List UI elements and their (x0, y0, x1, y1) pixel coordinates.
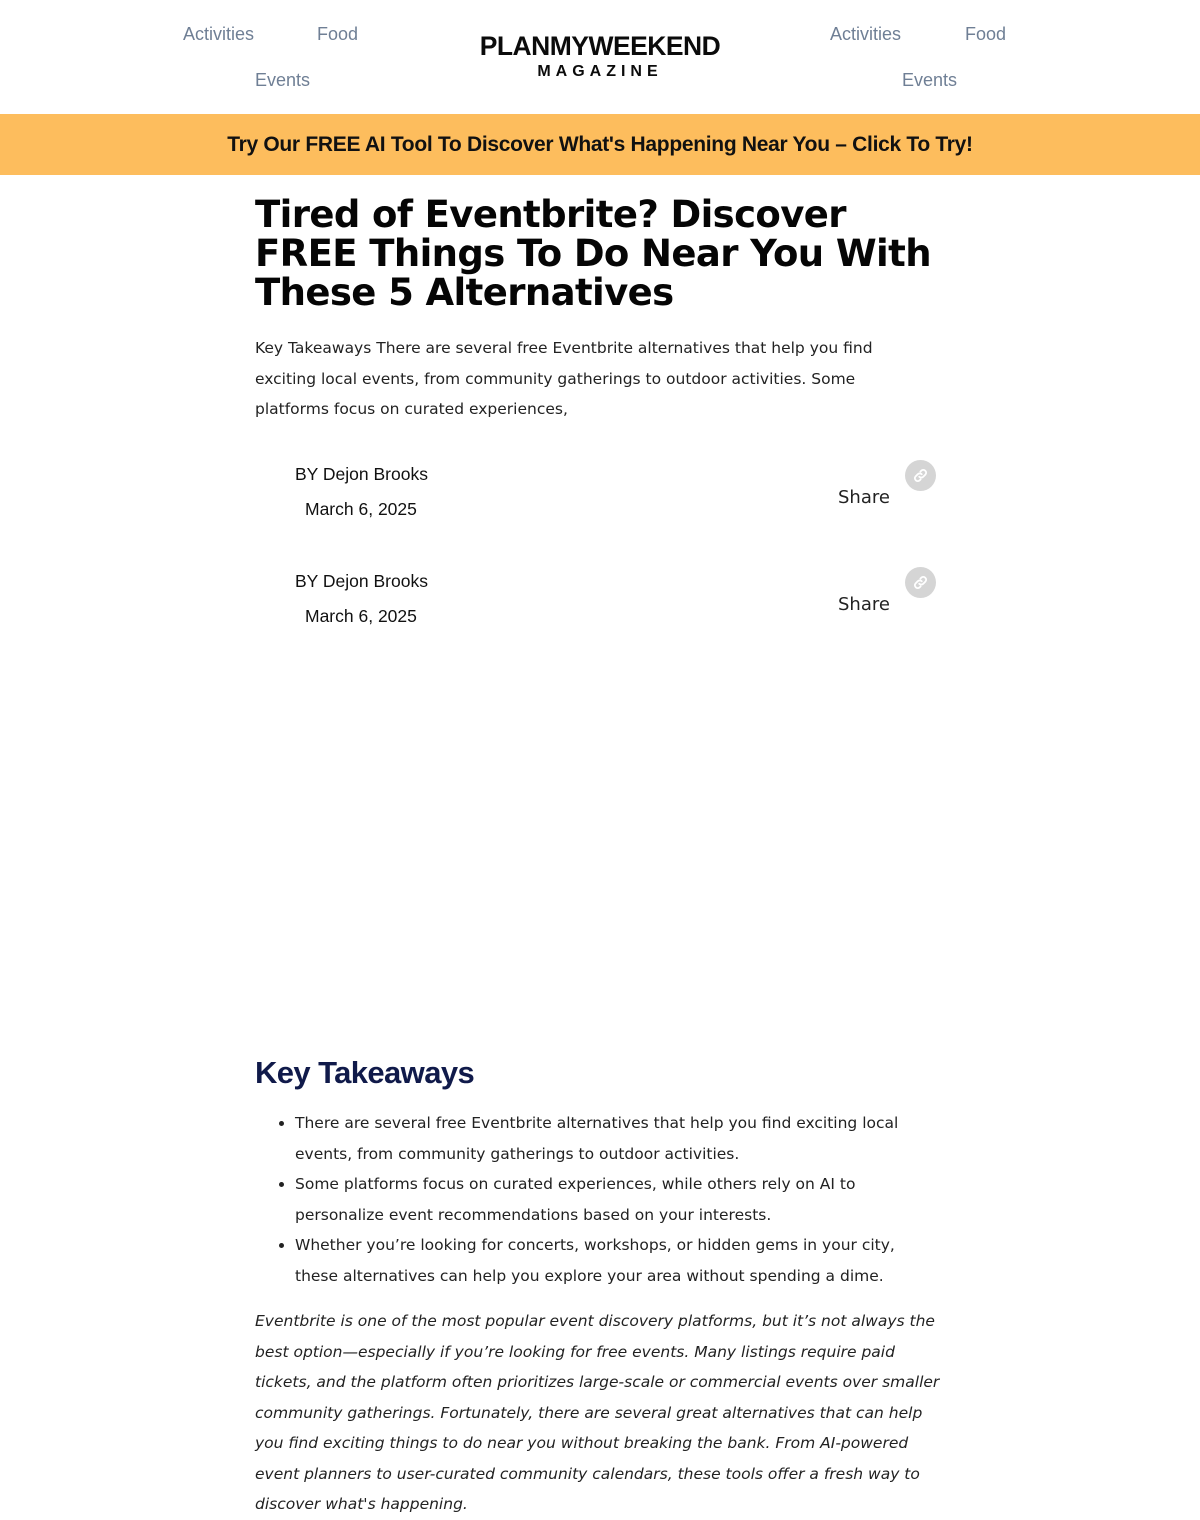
promo-banner[interactable] (0, 114, 1200, 175)
article-title: Tired of Eventbrite? Discover FREE Things To Do Near You With These 5 Alternatives (255, 193, 931, 314)
link-icon[interactable] (905, 460, 936, 491)
byline-date: March 6, 2025 (305, 606, 417, 626)
nav-right-food-link[interactable]: Food (965, 24, 1007, 44)
key-takeaways-heading: Key Takeaways (255, 1055, 475, 1090)
nav-right-events-link[interactable]: Events (902, 70, 958, 90)
nav-right-activities-link[interactable]: Activities (830, 24, 902, 44)
share-button[interactable]: Share (838, 487, 890, 508)
article-intro-paragraph: Eventbrite is one of the most popular event discovery platforms, but it’s not always the best option—especially if you’re looking for free events. Many listings require paid tickets, and the platform often prioritizes large-scale or commercial events over smaller community gatherings. Fortunately, there are several great alternatives that can help you find exciting things to do near you without breaking the bank. From AI-powered event planners to user-curated community calendars, these tools offer a fresh way to discover what's happening. (255, 1312, 940, 1513)
link-icon[interactable] (905, 567, 936, 598)
list-item: • Some platforms focus on curated experiences, while others rely on AI to personalize event recommendations based on your interests. (295, 1169, 935, 1230)
byline-author: BY Dejon Brooks (295, 464, 428, 484)
key-takeaways-list (255, 1108, 935, 1291)
list-item: • Whether you’re looking for concerts, workshops, or hidden gems in your city, these alternatives can help you explore your area without spending a dime. (295, 1230, 935, 1291)
share-button[interactable]: Share (838, 594, 890, 615)
nav-left-activities-link[interactable]: Activities (183, 24, 255, 44)
byline-date: March 6, 2025 (305, 499, 417, 519)
list-item: • There are several free Eventbrite alternatives that help you find exciting local events, from community gatherings to outdoor activities. (295, 1108, 935, 1169)
site-logo[interactable] (0, 30, 1200, 82)
byline (255, 567, 945, 647)
nav-left-food-link[interactable]: Food (317, 24, 359, 44)
site-header (0, 0, 1200, 114)
byline-author: BY Dejon Brooks (295, 571, 428, 591)
byline (255, 460, 945, 540)
promo-banner-text: Try Our FREE AI Tool To Discover What's Happening Near You – Click To Try! (227, 132, 973, 156)
article-excerpt: Key Takeaways There are several free Eventbrite alternatives that help you find exciting local events, from community gatherings to outdoor activities. Some platforms focus on curated experiences, (255, 339, 873, 418)
logo-wordmark: PLANMYWEEKEND (479, 31, 721, 61)
logo-subtitle: MAGAZINE (537, 63, 663, 80)
nav-left-events-link[interactable]: Events (255, 70, 311, 90)
